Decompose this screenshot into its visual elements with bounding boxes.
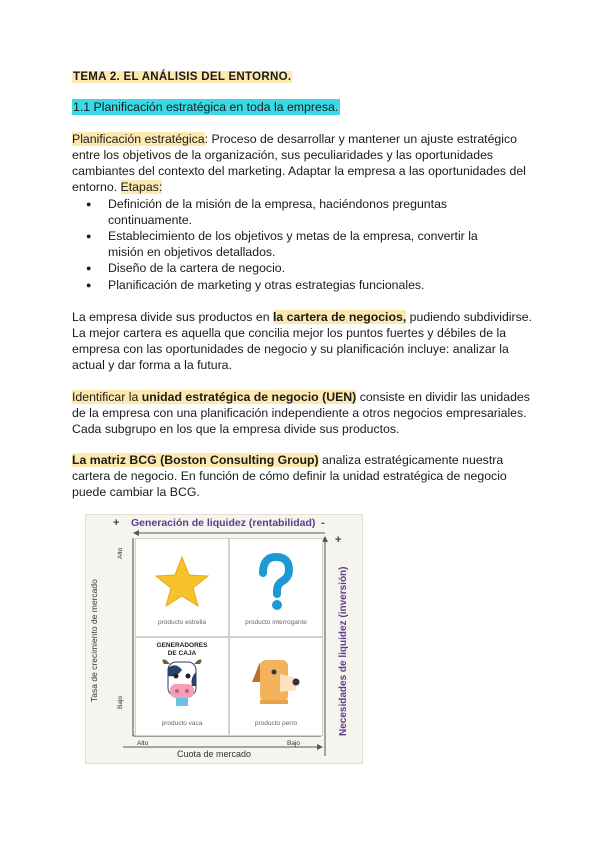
list-item: ● Planificación de marketing y otras estrategias funcionales. [72,278,512,294]
stages-label: Etapas: [120,180,163,194]
list-item: ● Establecimiento de los objetivos y metas de la empresa, convertir la misión en objetivos detallados. [72,229,512,260]
dog-icon [230,638,322,718]
cartera-bold: la cartera de negocios, [272,310,407,324]
cash-line-1: GENERADORES [156,642,208,649]
right-axis-label: Necesidades de liquidez (inversión) [338,566,349,736]
question-mark-icon [230,539,322,619]
top-minus: - [321,517,325,529]
cash-line-2: DE CAJA [167,650,197,657]
bcg-grid [135,538,323,736]
cow-icon [136,638,228,718]
list-item: ● Diseño de la cartera de negocio. [72,261,512,277]
paragraph-cartera [72,309,534,373]
top-plus: + [113,517,120,529]
paragraph-bcg [72,452,534,500]
cartera-pre: La empresa divide sus productos en [72,310,273,324]
cow-label: producto vaca [161,720,203,727]
left-alto-label: Alto [117,547,124,559]
dog-label: producto perro [254,720,298,727]
term-planificacion: Planificación estratégica [72,132,205,146]
quadrant-cow [136,638,228,735]
bottom-alto-label: Alto [137,740,149,747]
bcg-post: analiza estratégicamente nuestra cartera de negocio. En función de cómo definir la unidad estratégica de negocio puede cambiar la BCG. [72,453,507,499]
question-label: producto interrogante [245,619,307,626]
star-label: producto estrella [157,619,207,626]
bcg-matrix-figure [85,514,361,766]
top-arrow-head [133,530,139,536]
cartera-post: pudiendo subdividirse. La mejor cartera es aquella que concilia mejor los puntos fuertes y débiles de la empresa con las oportunidades de negocio y su planificación incluye: analizar la actual y dar forma a la futura. [72,310,533,372]
bottom-axis-label: Cuota de mercado [177,749,252,759]
quadrant-dog [230,638,322,735]
bottom-bajo-label: Bajo [287,740,301,747]
paragraph-planificacion [72,131,534,195]
quadrant-question [230,539,322,636]
left-bajo-label: Bajo [117,695,124,709]
right-plus: + [335,534,342,546]
list-item: ● Definición de la misión de la empresa, haciéndonos preguntas continuamente. [72,197,512,228]
bottom-arrow-head [317,744,323,750]
uen-bold: unidad estratégica de negocio (UEN) [141,390,357,404]
planificacion-text: : Proceso de desarrollar y mantener un ajuste estratégico entre los objetivos de la organización, sus peculiaridades y las oportunidades cambiantes del contexto del marketing. Adaptar la empresa a las oportunidades del entorno. [72,132,526,194]
uen-pre: Identificar la [72,390,142,404]
left-axis-label: Tasa de crecimiento de mercado [89,579,99,702]
uen-post: consiste en dividir las unidades de la empresa con una planificación independiente a otros negocios empresariales. Cada subgrupo en los que la empresa divide sus productos. [72,390,530,436]
quadrant-star [136,539,228,636]
bcg-bold: La matriz BCG (Boston Consulting Group) [72,453,319,467]
paragraph-uen [72,389,534,437]
section-subheading: 1.1 Planificación estratégica en toda la empresa. [73,100,339,114]
page-heading: TEMA 2. EL ANÁLISIS DEL ENTORNO. [73,71,292,83]
steps-list [72,197,512,294]
top-axis-label: Generación de liquidez (rentabilidad) [131,517,316,529]
star-icon [136,539,228,619]
